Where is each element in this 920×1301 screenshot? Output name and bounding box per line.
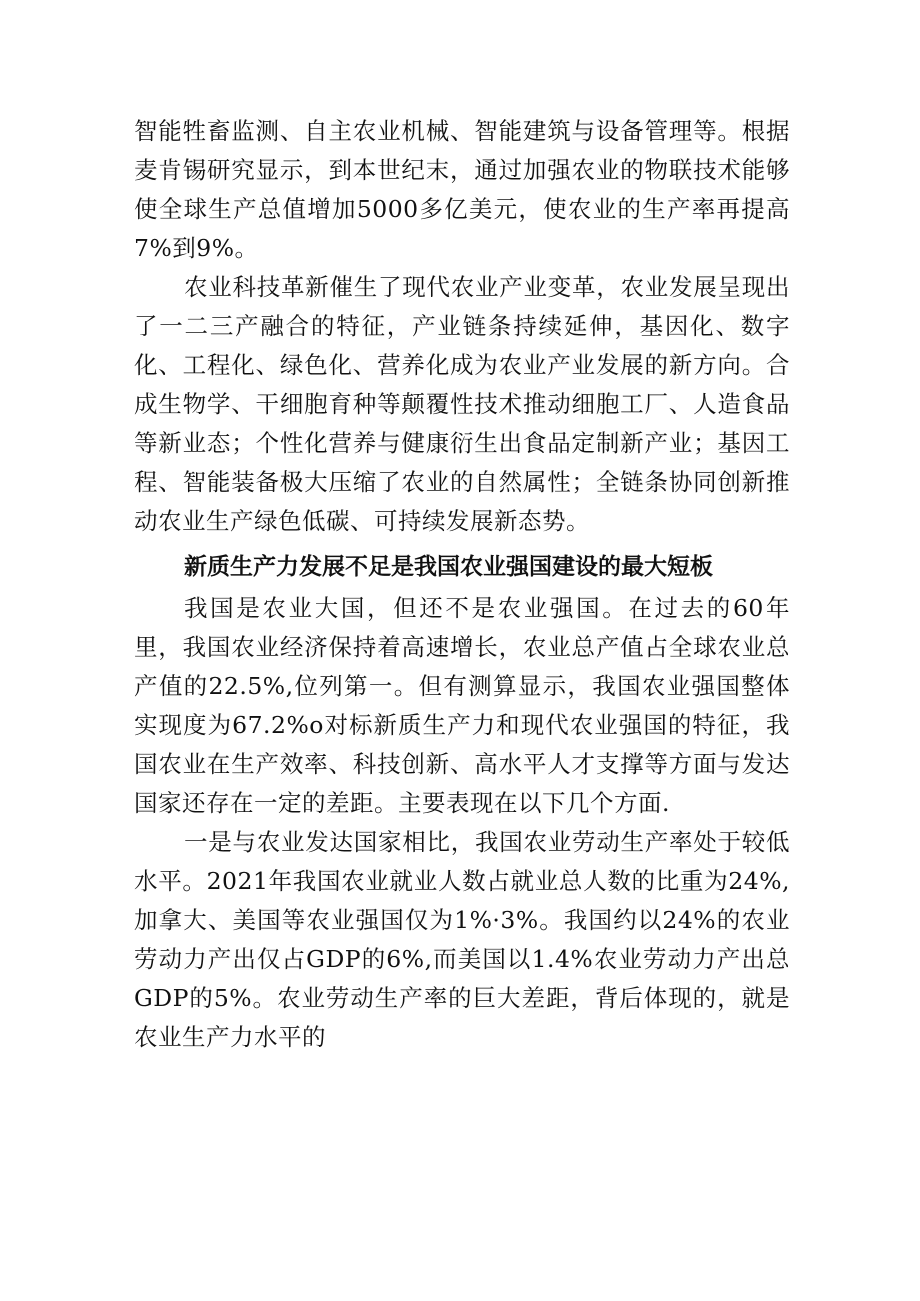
paragraph-iot-output: 智能牲畜监测、自主农业机械、智能建筑与设备管理等。根据麦肯锡研究显示，到本世纪末，通过加强农业的物联技术能够使全球生产总值增加5000多亿美元，使农业的生产率再提高7%到9%。 xyxy=(134,117,790,262)
document-body xyxy=(134,112,790,1057)
paragraph-labor-productivity: 一是与农业发达国家相比，我国农业劳动生产率处于较低水平。2021年我国农业就业人数占就业总人数的比重为24%,加拿大、美国等农业强国仅为1%·3%。我国约以24%的农业劳动力产出仅占GDP的6%,而美国以1.4%农业劳动力产出总GDP的5%。农业劳动生产率的巨大差距，背后体现的，就是农业生产力水平的 xyxy=(134,828,790,1051)
paragraph-tech-innovation: 农业科技革新催生了现代农业产业变革，农业发展呈现出了一二三产融合的特征，产业链条持续延伸，基因化、数字化、工程化、绿色化、营养化成为农业产业发展的新方向。合成生物学、干细胞育种等颠覆性技术推动细胞工厂、人造食品等新业态；个性化营养与健康衍生出食品定制新产业；基因工程、智能装备极大压缩了农业的自然属性；全链条协同创新推动农业生产绿色低碳、可持续发展新态势。 xyxy=(134,273,790,535)
section-heading: 新质生产力发展不足是我国农业强国建设的最大短板 xyxy=(184,554,713,580)
paragraph-agricultural-power: 我国是农业大国，但还不是农业强国。在过去的60年里，我国农业经济保持着高速增长，农业总产值占全球农业总产值的22.5%,位列第一。但有测算显示，我国农业强国整体实现度为67.2%o对标新质生产力和现代农业强国的特征，我国农业在生产效率、科技创新、高水平人才支撑等方面与发达国家还存在一定的差距。主要表现在以下几个方面. xyxy=(134,594,790,817)
